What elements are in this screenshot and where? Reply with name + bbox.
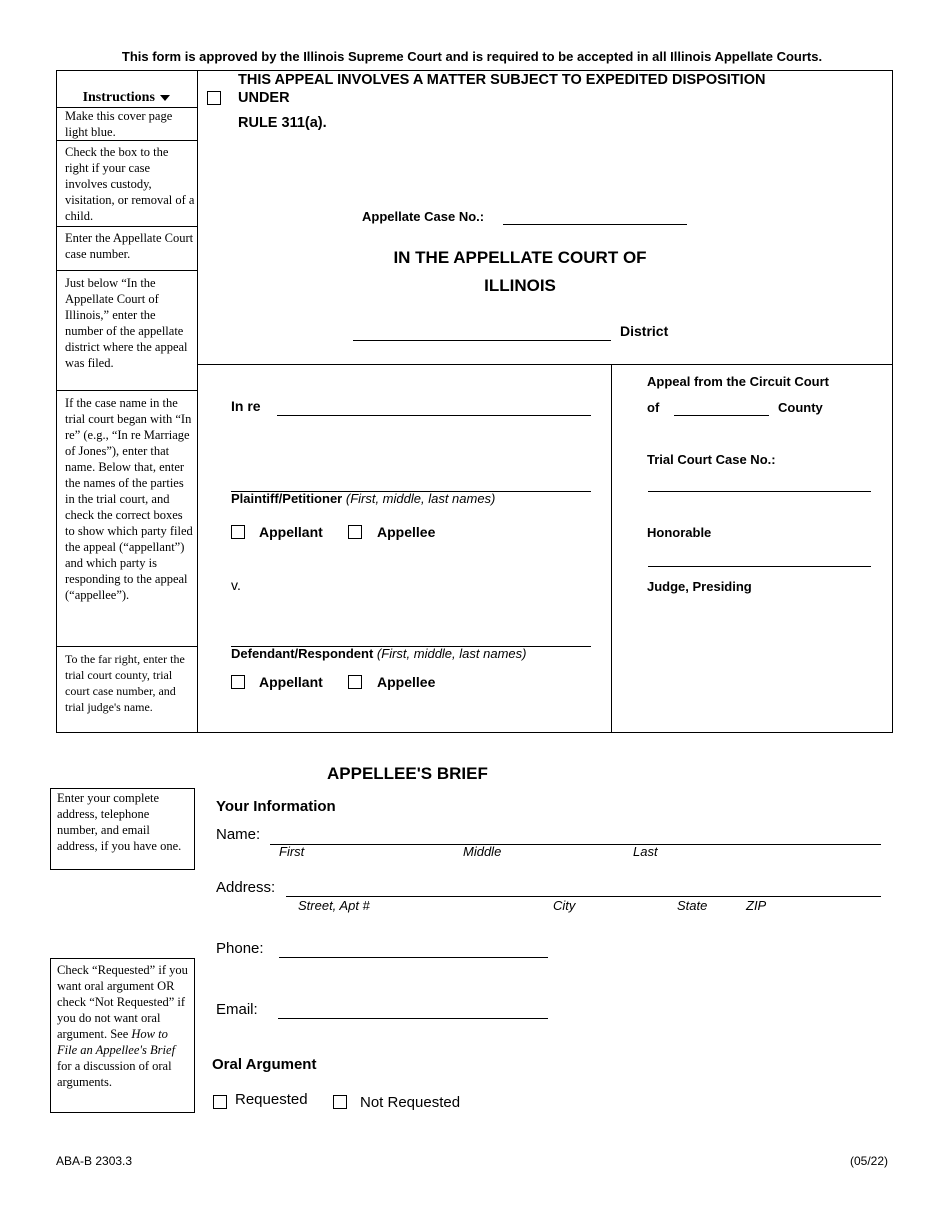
expedited-checkbox[interactable]	[207, 91, 221, 105]
honorable-label: Honorable	[647, 525, 712, 540]
instructions-divider	[197, 70, 198, 733]
instructions-heading[interactable]: Instructions	[56, 90, 197, 106]
zip-hint: ZIP	[746, 898, 767, 913]
defendant-appellant-checkbox[interactable]	[231, 675, 245, 689]
approval-note: This form is approved by the Illinois Supreme Court and is required to be accepted in all Illinois Appellate Courts.	[121, 49, 823, 64]
instruction-item: To the far right, enter the trial court county, trial court case number, and trial judge's name.	[65, 652, 185, 714]
requested-checkbox[interactable]	[213, 1095, 227, 1109]
not-requested-checkbox[interactable]	[333, 1095, 347, 1109]
form-id: ABA-B 2303.3	[56, 1154, 133, 1168]
state-hint: State	[677, 898, 708, 913]
caret-down-icon	[160, 95, 170, 101]
in-re-label: In re	[231, 398, 261, 414]
judge-field[interactable]	[648, 566, 871, 567]
instruction-item: Enter the Appellate Court case number.	[65, 231, 194, 261]
name-field[interactable]	[270, 844, 881, 845]
county-field[interactable]	[674, 415, 769, 416]
instruction-item: If the case name in the trial court began with “In re” (e.g., “In re Marriage of Jones”), enter that name. Below that, enter the names of the parties in the trial court, and check the correct boxes to show which party filed the appeal (“appellant”) and which party is responding to the appeal (“appellee”).	[65, 396, 193, 602]
of-label: of	[647, 400, 660, 415]
in-re-field[interactable]	[277, 415, 591, 416]
defendant-appellee-checkbox[interactable]	[348, 675, 362, 689]
appeal-from-label: Appeal from the Circuit Court	[647, 374, 830, 389]
info-instruction: Enter your complete address, telephone number, and email address, if you have one.	[57, 791, 182, 853]
middle-hint: Middle	[463, 844, 502, 859]
form-date: (05/22)	[849, 1154, 888, 1168]
address-field[interactable]	[286, 896, 881, 897]
court-title-state: ILLINOIS	[484, 276, 556, 295]
versus-label: v.	[231, 577, 241, 593]
expedited-rule: RULE 311(a).	[238, 115, 327, 131]
expedited-notice: THIS APPEAL INVOLVES A MATTER SUBJECT TO EXPEDITED DISPOSITION UNDER	[238, 72, 766, 106]
instruction-item: Check the box to the right if your case involves custody, visitation, or removal of a child.	[65, 145, 195, 223]
defendant-label-row: Defendant/Respondent (First, middle, last names)	[231, 646, 527, 661]
oral-instruction: Check “Requested” if you want oral argument OR check “Not Requested” if you do not want oral argument. See How to File an Appellee's Brief for a discussion of oral arguments.	[57, 963, 188, 1089]
name-label: Name:	[216, 826, 261, 843]
trial-case-field[interactable]	[648, 491, 871, 492]
defendant-appellee-label: Appellee	[377, 674, 436, 690]
judge-label: Judge, Presiding	[647, 579, 752, 594]
county-label: County	[778, 400, 823, 415]
oral-argument-heading: Oral Argument	[212, 1056, 317, 1073]
first-hint: First	[279, 844, 305, 859]
instruction-item: Just below “In the Appellate Court of Illinois,” enter the number of the appellate district where the appeal was filed.	[65, 276, 188, 370]
your-info-heading: Your Information	[216, 798, 336, 815]
plaintiff-appellant-label: Appellant	[259, 524, 323, 540]
requested-label: Requested	[235, 1091, 308, 1108]
appellate-case-field[interactable]	[503, 224, 687, 225]
street-hint: Street, Apt #	[298, 898, 370, 913]
phone-field[interactable]	[279, 957, 548, 958]
defendant-appellant-label: Appellant	[259, 674, 323, 690]
address-label: Address:	[216, 879, 276, 896]
not-requested-label: Not Requested	[360, 1094, 461, 1111]
trial-case-label: Trial Court Case No.:	[647, 452, 776, 467]
district-field[interactable]	[353, 340, 611, 341]
district-label: District	[620, 323, 669, 339]
plaintiff-appellee-checkbox[interactable]	[348, 525, 362, 539]
plaintiff-appellee-label: Appellee	[377, 524, 436, 540]
last-hint: Last	[633, 844, 658, 859]
court-title: IN THE APPELLATE COURT OF	[393, 248, 647, 267]
circuit-divider	[611, 364, 612, 733]
plaintiff-appellant-checkbox[interactable]	[231, 525, 245, 539]
header-divider	[197, 364, 893, 365]
email-field[interactable]	[278, 1018, 548, 1019]
plaintiff-label-row: Plaintiff/Petitioner (First, middle, last names)	[231, 491, 496, 506]
phone-label: Phone:	[216, 940, 264, 957]
instruction-item: Make this cover page light blue.	[65, 109, 173, 139]
appellate-case-label: Appellate Case No.:	[362, 209, 485, 224]
city-hint: City	[553, 898, 576, 913]
brief-title: APPELLEE'S BRIEF	[327, 764, 488, 783]
email-label: Email:	[216, 1001, 258, 1018]
